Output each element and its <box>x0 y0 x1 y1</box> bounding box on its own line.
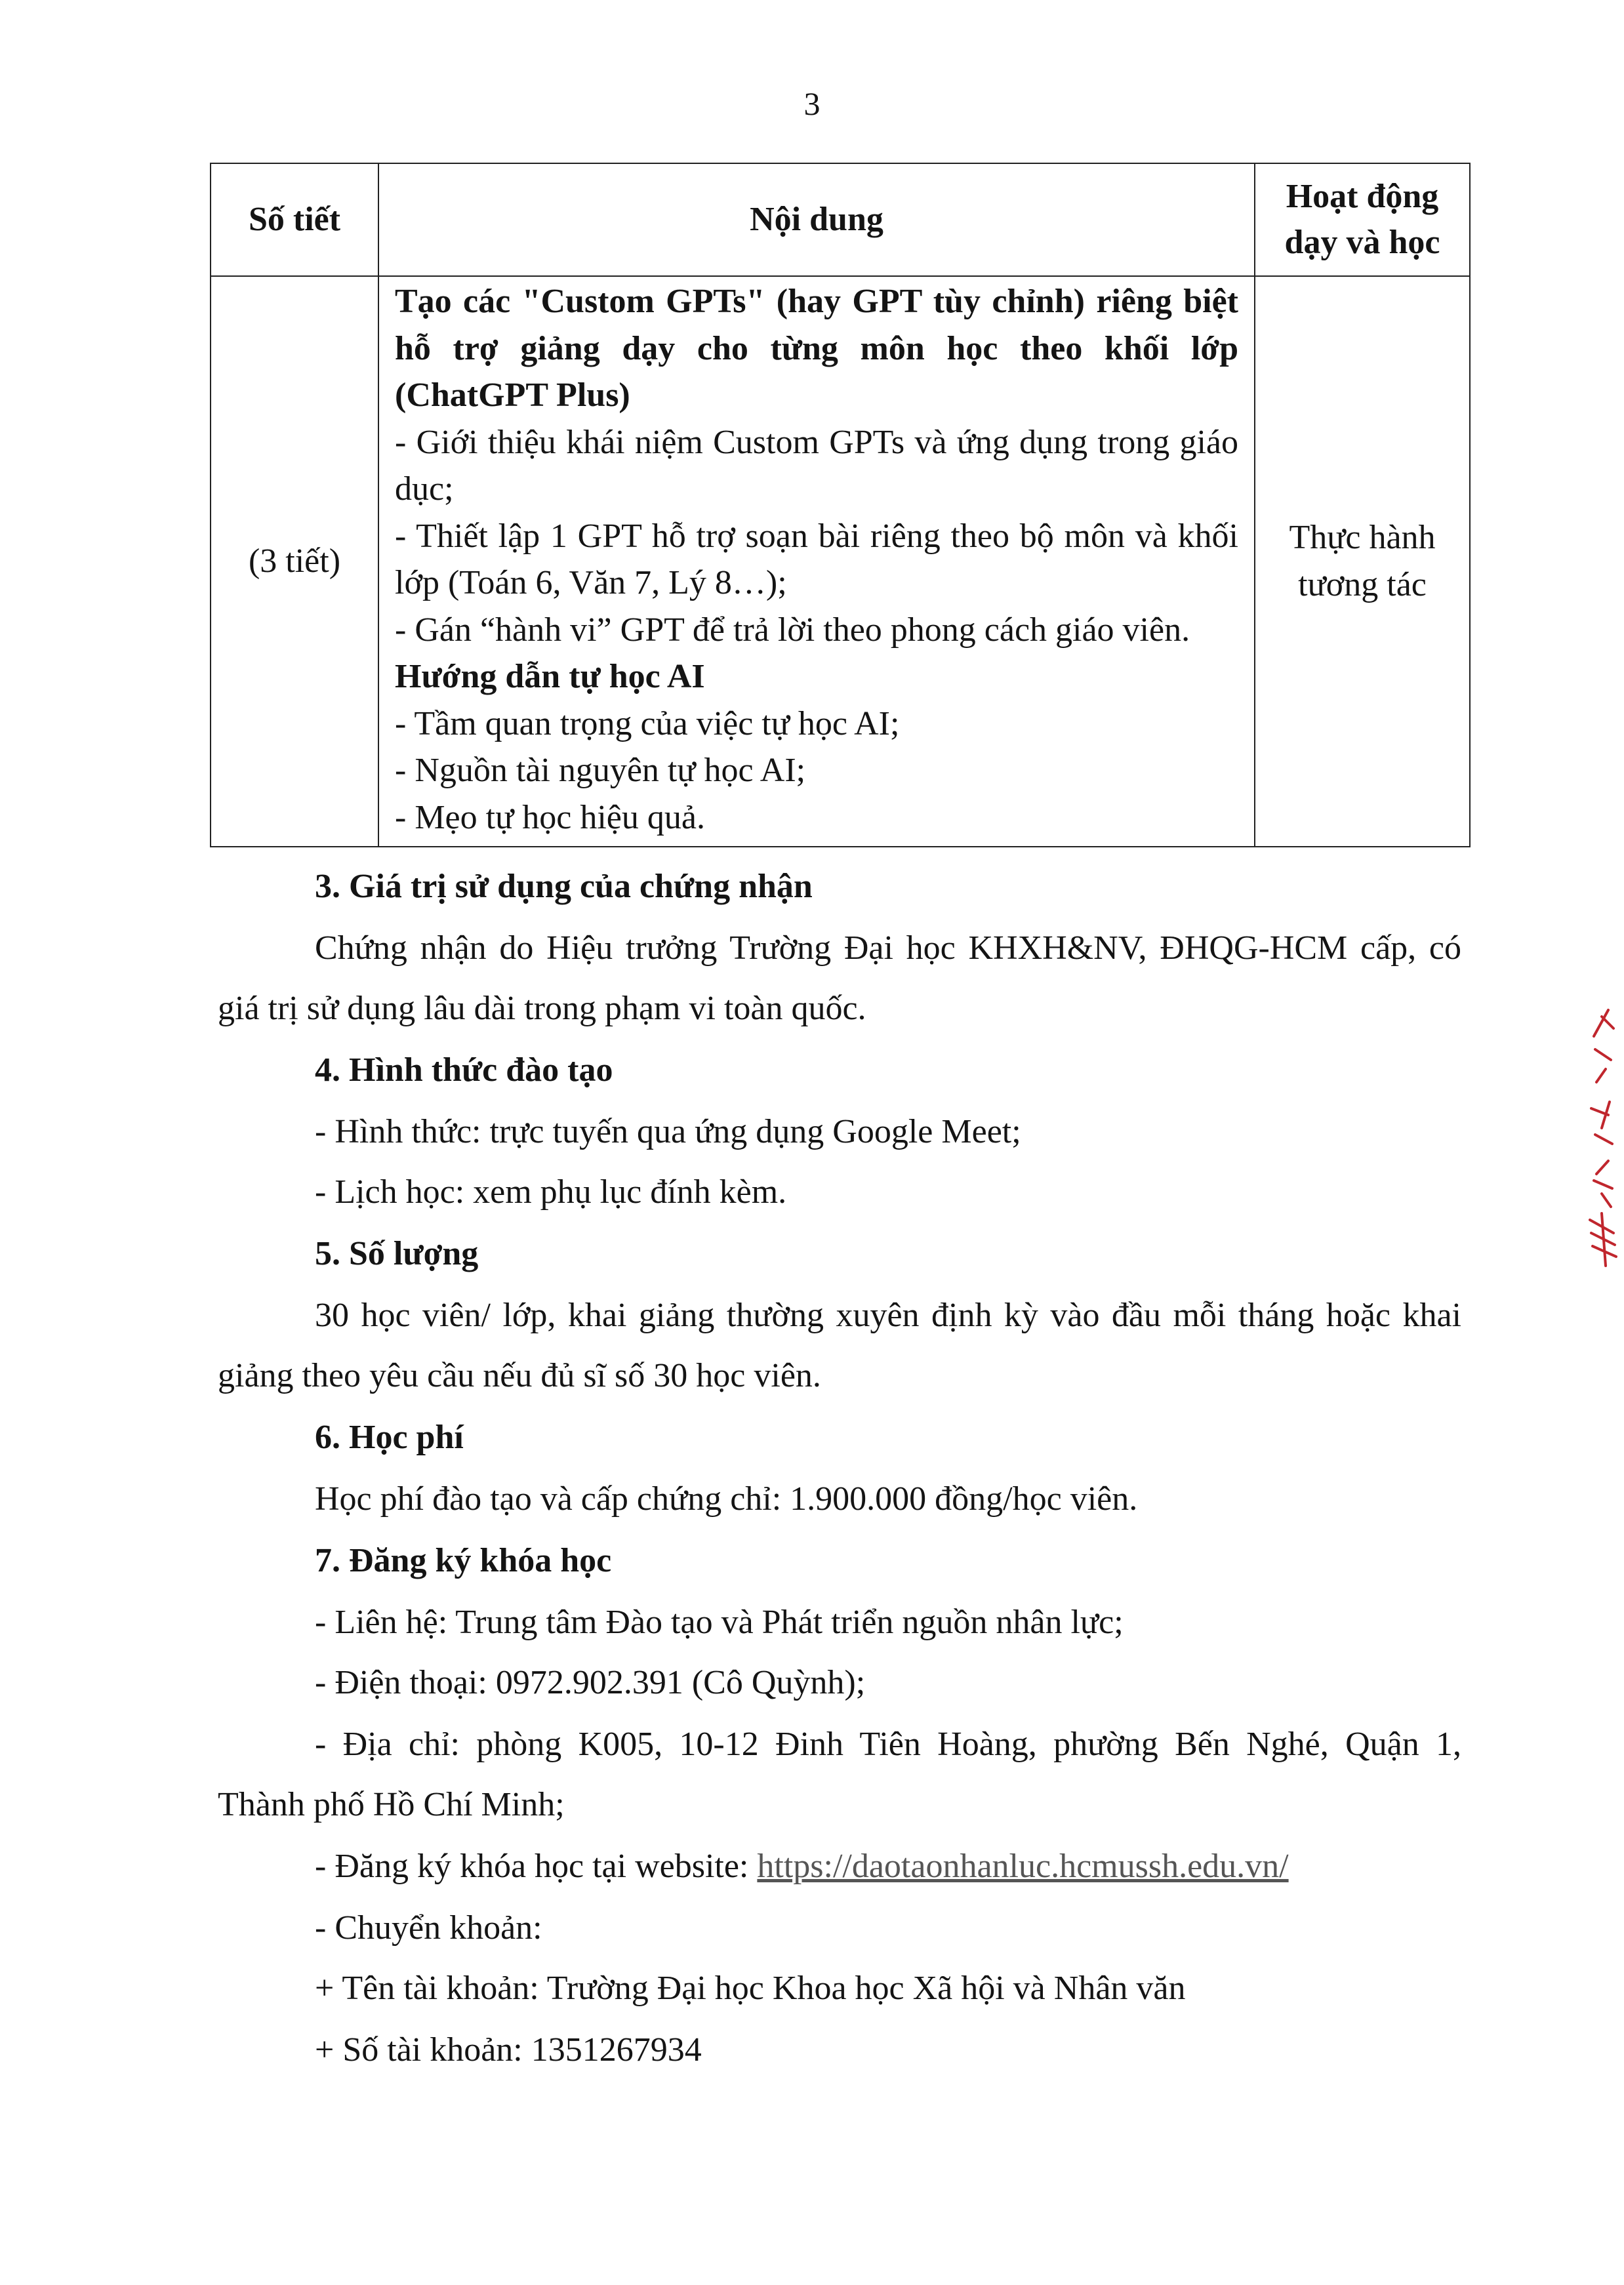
content-item: - Mẹo tự học hiệu quả. <box>395 798 705 836</box>
section-5-line-1: 30 học viên/ lớp, khai giảng thường xuyên định kỳ vào đầu mỗi tháng hoặc khai <box>315 1297 1461 1334</box>
section-heading-3: 3. Giá trị sử dụng của chứng nhận <box>315 868 813 905</box>
cell-content <box>378 276 1255 847</box>
header-periods: Số tiết <box>211 163 378 276</box>
section-3-line-2: giá trị sử dụng lâu dài trong phạm vi toàn quốc. <box>218 990 866 1027</box>
website-link[interactable]: https://daotaonhanluc.hcmussh.edu.vn/ <box>757 1848 1289 1885</box>
section-heading-4: 4. Hình thức đào tạo <box>315 1051 613 1089</box>
address-line-2: Thành phố Hồ Chí Minh; <box>218 1786 565 1823</box>
section-6-line-1: Học phí đào tạo và cấp chứng chỉ: 1.900.000 đồng/học viên. <box>315 1480 1138 1518</box>
account-number-line: + Số tài khoản: 1351267934 <box>315 2031 702 2069</box>
cell-activity: Thực hành tương tác <box>1255 276 1470 847</box>
account-name-line: + Tên tài khoản: Trường Đại học Khoa học Xã hội và Nhân văn <box>315 1970 1186 2007</box>
page-number: 3 <box>803 85 821 122</box>
section-4-line-2: - Lịch học: xem phụ lục đính kèm. <box>315 1173 787 1211</box>
section-heading-5: 5. Số lượng <box>315 1235 479 1272</box>
section-4-line-1: - Hình thức: trực tuyến qua ứng dụng Google Meet; <box>315 1113 1021 1150</box>
header-activities: Hoạt động dạy và học <box>1255 163 1470 276</box>
content-item: - Tầm quan trọng của việc tự học AI; <box>395 704 900 742</box>
contact-line: - Liên hệ: Trung tâm Đào tạo và Phát triển nguồn nhân lực; <box>315 1604 1124 1641</box>
table-header-row <box>211 163 1470 276</box>
content-subtitle: Hướng dẫn tự học AI <box>395 658 705 695</box>
content-title: Tạo các "Custom GPTs" (hay GPT tùy chỉnh) riêng biệt hỗ trợ giảng dạy cho từng môn học theo khối lớp (ChatGPT Plus) <box>395 283 1238 414</box>
address-line-1: - Địa chỉ: phòng K005, 10-12 Đinh Tiên Hoàng, phường Bến Nghé, Quận 1, <box>315 1726 1461 1763</box>
content-item: - Thiết lập 1 GPT hỗ trợ soạn bài riêng theo bộ môn và khối lớp (Toán 6, Văn 7, Lý 8…); <box>395 517 1238 601</box>
section-heading-7: 7. Đăng ký khóa học <box>315 1542 612 1579</box>
transfer-line: - Chuyển khoản: <box>315 1909 542 1947</box>
website-label: - Đăng ký khóa học tại website: <box>315 1848 758 1885</box>
website-line <box>315 1847 1289 1886</box>
phone-line: - Điện thoại: 0972.902.391 (Cô Quỳnh); <box>315 1664 866 1701</box>
seal-stamp-fragment <box>1582 997 1621 1272</box>
content-item: - Gán “hành vi” GPT để trả lời theo phong cách giáo viên. <box>395 611 1190 649</box>
cell-periods: (3 tiết) <box>211 276 378 847</box>
content-item: - Nguồn tài nguyên tự học AI; <box>395 752 806 789</box>
section-heading-6: 6. Học phí <box>315 1419 464 1456</box>
table-row <box>211 276 1470 847</box>
section-5-line-2: giảng theo yêu cầu nếu đủ sĩ số 30 học viên. <box>218 1357 821 1394</box>
header-content: Nội dung <box>378 163 1255 276</box>
course-content-table <box>210 163 1471 847</box>
section-3-line-1: Chứng nhận do Hiệu trưởng Trường Đại học KHXH&NV, ĐHQG-HCM cấp, có <box>315 929 1461 967</box>
content-item: - Giới thiệu khái niệm Custom GPTs và ứng dụng trong giáo dục; <box>395 423 1238 508</box>
